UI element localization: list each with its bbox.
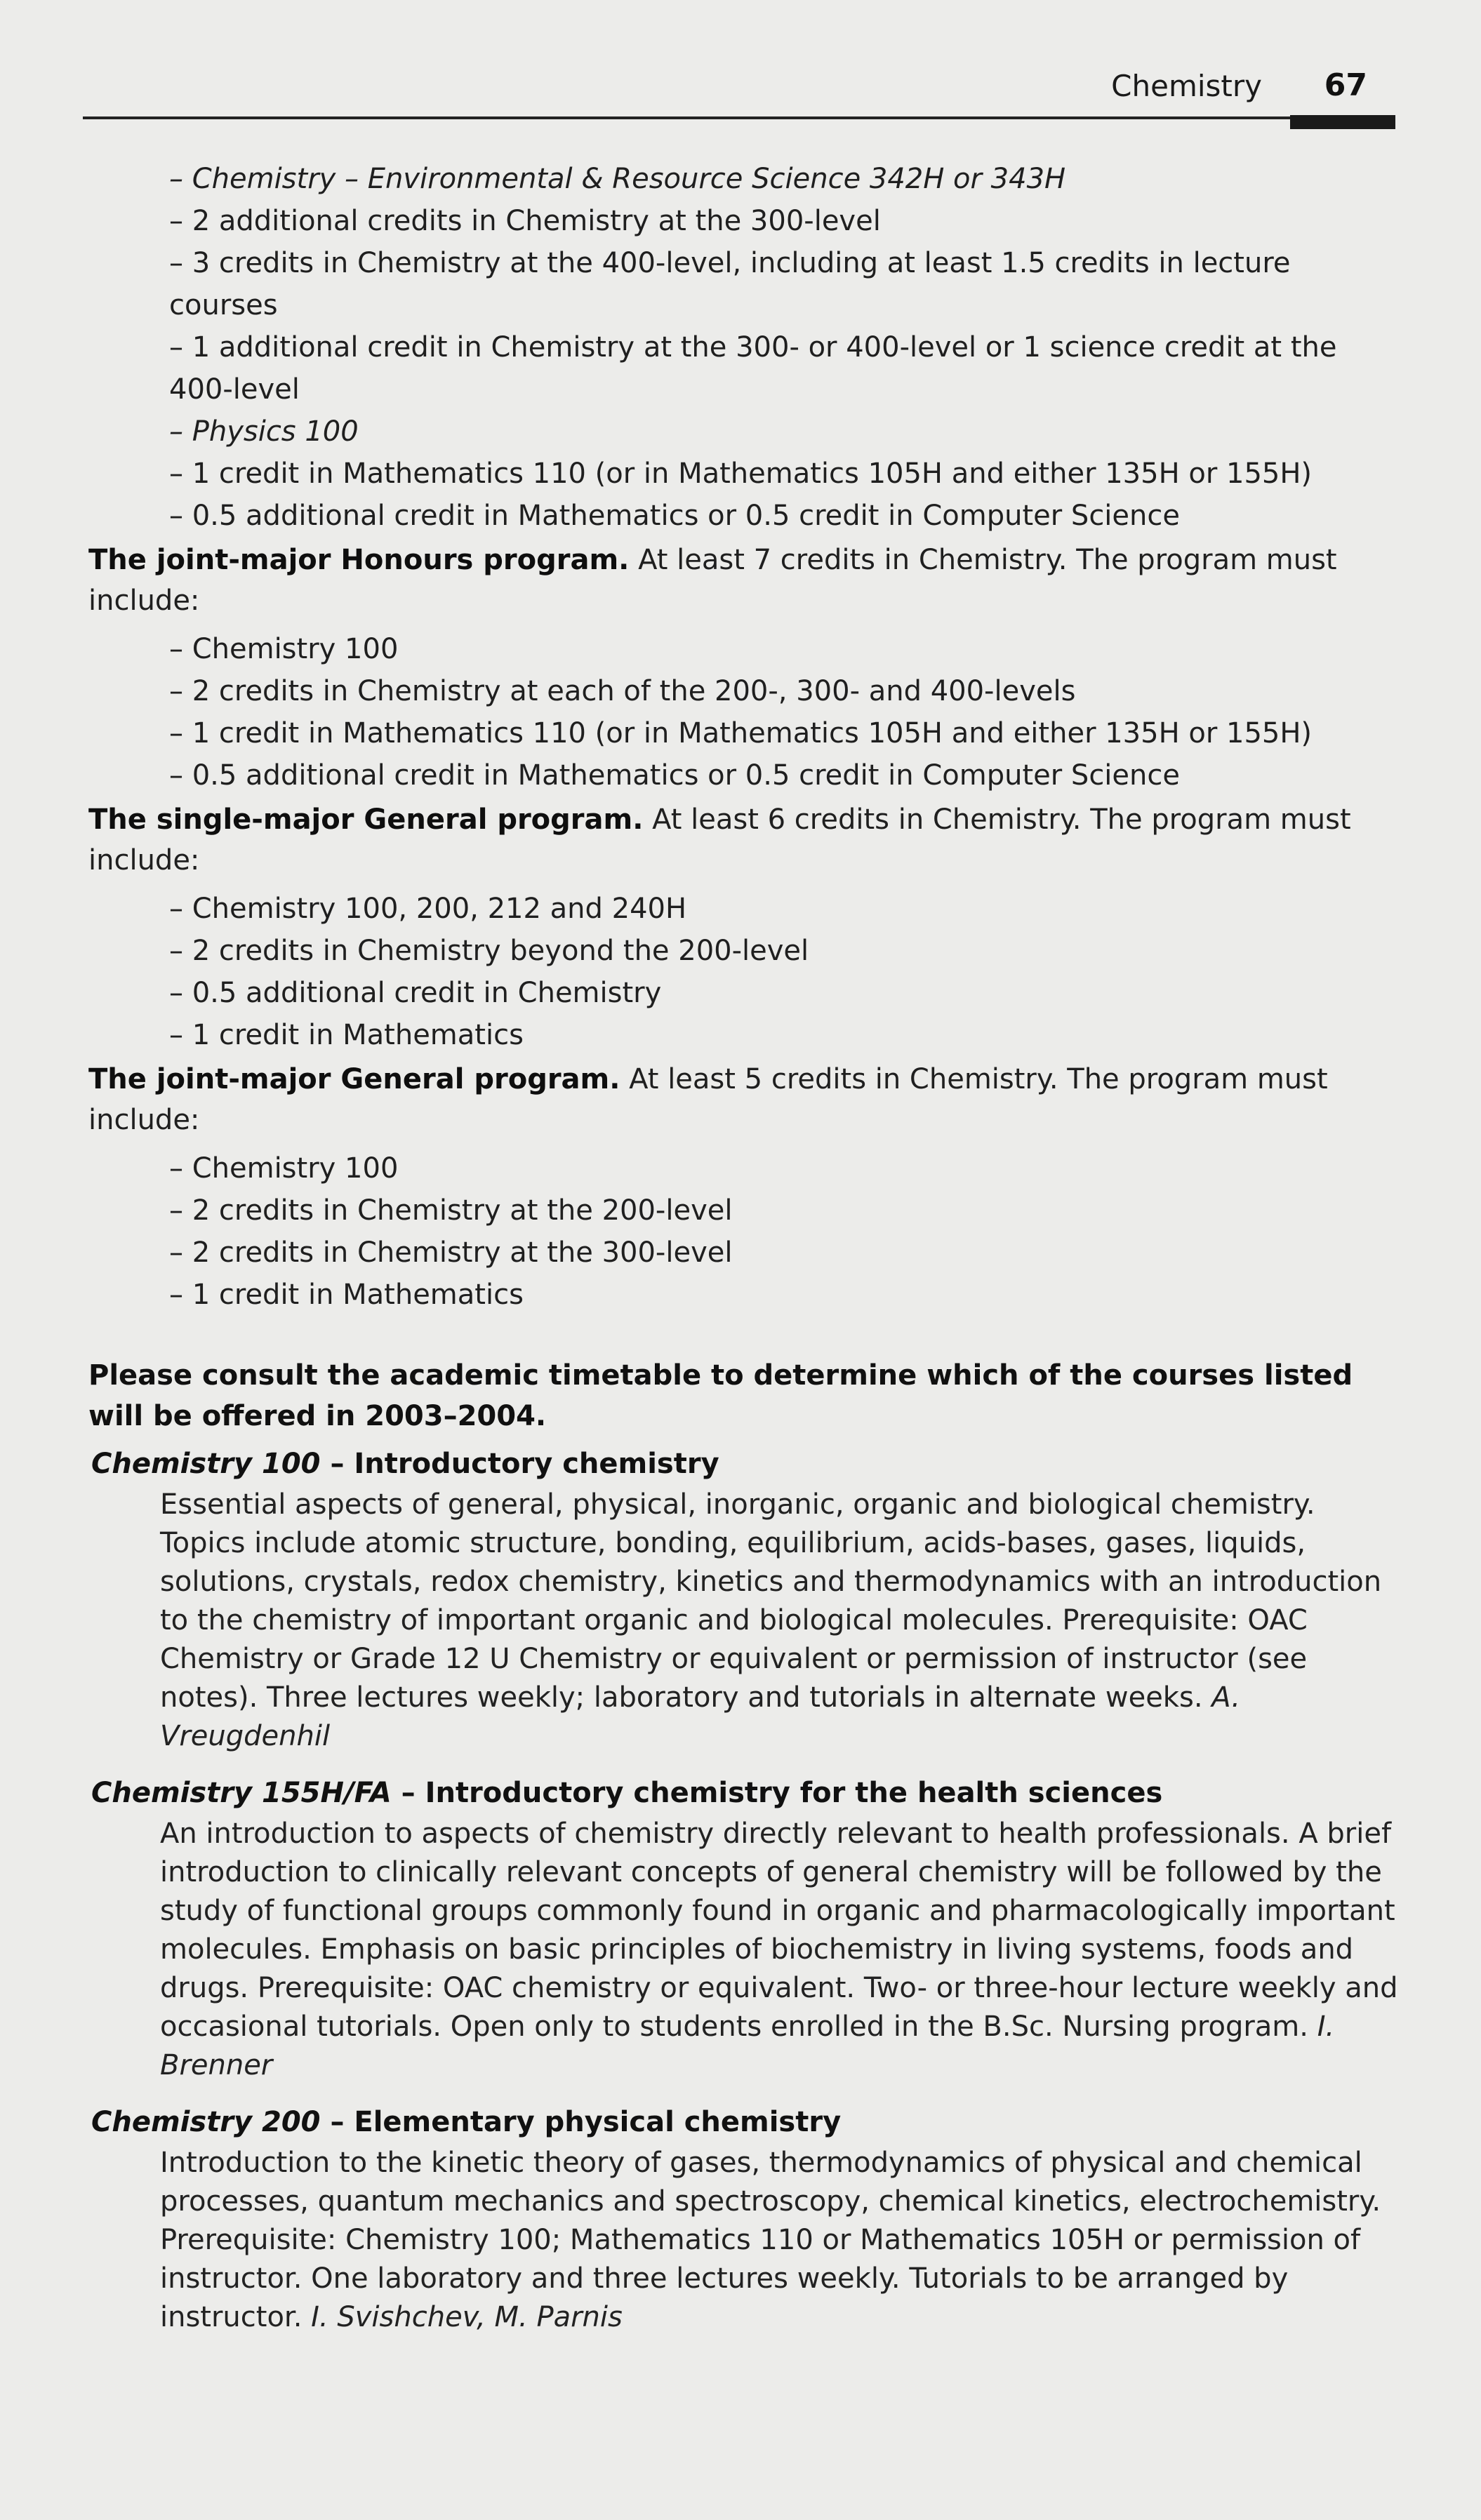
requirement-item: – 2 credits in Chemistry beyond the 200-level bbox=[169, 935, 809, 967]
course-chem-200 bbox=[88, 2102, 1401, 2337]
requirement-item: – 2 credits in Chemistry at each of the 200-, 300- and 400-levels bbox=[169, 675, 1076, 707]
joint-honours-intro: At least 7 credits in Chemistry. The program must include: bbox=[88, 544, 1337, 617]
course-description bbox=[160, 1486, 1401, 1756]
joint-honours-title: The joint-major Honours program. bbox=[88, 544, 630, 576]
page-content bbox=[88, 158, 1401, 2354]
requirement-item: – 0.5 additional credit in Chemistry bbox=[169, 977, 662, 1009]
single-general-intro: At least 6 credits in Chemistry. The program must include: bbox=[88, 804, 1351, 876]
requirement-item: – Chemistry – Environmental & Resource Science 342H or 343H bbox=[169, 163, 1066, 195]
joint-general-intro: At least 5 credits in Chemistry. The program must include: bbox=[88, 1063, 1328, 1136]
single-general-requirements bbox=[169, 888, 1401, 1056]
course-heading bbox=[91, 1444, 1401, 1484]
joint-general-title: The joint-major General program. bbox=[88, 1063, 620, 1095]
course-heading bbox=[91, 2102, 1401, 2142]
honours-single-requirements bbox=[169, 158, 1401, 537]
course-description-text: Essential aspects of general, physical, inorganic, organic and biological chemistry. Topics include atomic structure, bonding, equilibrium, acids-bases, gases, liquids, solutions, crystals, redox chemistry, kinetics and thermodynamics with an introduction to the chemistry of important organic and biological molecules. Prerequisite: OAC Chemistry or Grade 12 U Chemistry or equivalent or permission of instructor (see notes). Three lectures weekly; laboratory and tutorials in alternate weeks. bbox=[160, 1488, 1382, 1714]
timetable-notice: Please consult the academic timetable to determine which of the courses listed will be offered in 2003–2004. bbox=[88, 1359, 1353, 1432]
requirement-item: – 1 additional credit in Chemistry at the 300- or 400-level or 1 science credit at the 400-level bbox=[169, 331, 1337, 406]
single-general-paragraph bbox=[88, 799, 1401, 881]
course-description-text: An introduction to aspects of chemistry directly relevant to health professionals. A brief introduction to clinically relevant concepts of general chemistry will be followed by the study of functional groups commonly found in organic and pharmacologically important molecules. Emphasis on basic principles of biochemistry in living systems, foods and drugs. Prerequisite: OAC chemistry or equivalent. Two- or three-hour lecture weekly and occasional tutorials. Open only to students enrolled in the B.Sc. Nursing program. bbox=[160, 1818, 1398, 2043]
requirement-item: – Chemistry 100 bbox=[169, 633, 399, 665]
course-heading bbox=[91, 1773, 1401, 1813]
joint-general-paragraph bbox=[88, 1059, 1401, 1140]
header-rule bbox=[83, 116, 1395, 119]
course-instructor: I. Brenner bbox=[160, 2011, 1335, 2081]
requirement-item: – 0.5 additional credit in Mathematics or 0.5 credit in Computer Science bbox=[169, 500, 1180, 532]
requirement-item: – 2 additional credits in Chemistry at the 300-level bbox=[169, 205, 881, 237]
course-description-text: Introduction to the kinetic theory of gases, thermodynamics of physical and chemical processes, quantum mechanics and spectroscopy, chemical kinetics, electrochemistry. Prerequisite: Chemistry 100; Mathematics 110 or Mathematics 105H or permission of instructor. One laboratory and three lectures weekly. Tutorials to be arranged by instructor. bbox=[160, 2147, 1381, 2333]
course-code: Chemistry 200 bbox=[91, 2106, 321, 2138]
requirement-item: – 2 credits in Chemistry at the 300-level bbox=[169, 1236, 733, 1269]
joint-honours-paragraph bbox=[88, 540, 1401, 621]
requirement-item: – Physics 100 bbox=[169, 415, 359, 448]
joint-honours-requirements bbox=[169, 628, 1401, 796]
course-instructor: I. Svishchev, M. Parnis bbox=[311, 2301, 623, 2333]
requirement-item: – Chemistry 100, 200, 212 and 240H bbox=[169, 893, 687, 925]
requirement-item: – Chemistry 100 bbox=[169, 1152, 399, 1185]
page-header bbox=[83, 67, 1395, 128]
requirement-item: – 0.5 additional credit in Mathematics or 0.5 credit in Computer Science bbox=[169, 759, 1180, 792]
course-description bbox=[160, 1815, 1401, 2085]
course-instructor: A. Vreugdenhil bbox=[160, 1681, 1241, 1752]
requirement-item: – 1 credit in Mathematics 110 (or in Mathematics 105H and either 135H or 155H) bbox=[169, 458, 1313, 490]
joint-general-requirements bbox=[169, 1147, 1401, 1316]
course-description bbox=[160, 2144, 1401, 2337]
header-tab-mark bbox=[1290, 115, 1395, 129]
requirement-item: – 1 credit in Mathematics bbox=[169, 1279, 524, 1311]
running-title: Chemistry bbox=[1111, 69, 1262, 103]
course-chem-155h bbox=[88, 1773, 1401, 2085]
requirement-item: – 1 credit in Mathematics 110 (or in Mathematics 105H and either 135H or 155H) bbox=[169, 717, 1313, 749]
requirement-item: – 3 credits in Chemistry at the 400-level, including at least 1.5 credits in lecture courses bbox=[169, 247, 1291, 321]
course-chem-100 bbox=[88, 1444, 1401, 1756]
course-title: – Elementary physical chemistry bbox=[320, 2106, 842, 2138]
requirement-item: – 2 credits in Chemistry at the 200-level bbox=[169, 1194, 733, 1227]
page-number: 67 bbox=[1324, 67, 1367, 103]
single-general-title: The single-major General program. bbox=[88, 804, 644, 836]
course-title: – Introductory chemistry for the health sciences bbox=[391, 1777, 1163, 1809]
course-code: Chemistry 155H/FA bbox=[91, 1777, 392, 1809]
course-title: – Introductory chemistry bbox=[320, 1448, 719, 1480]
course-code: Chemistry 100 bbox=[91, 1448, 321, 1480]
requirement-item: – 1 credit in Mathematics bbox=[169, 1019, 524, 1051]
